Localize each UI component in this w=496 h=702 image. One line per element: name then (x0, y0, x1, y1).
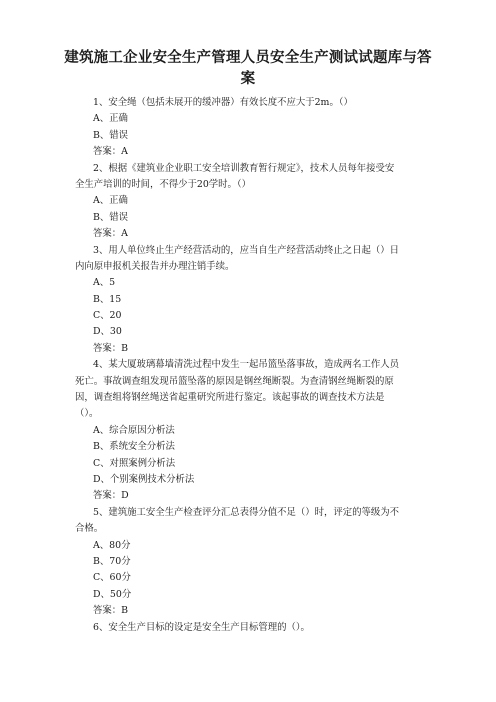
question-2-text-cont: 全生产培训的时间，不得少于20学时。（） (75, 178, 251, 190)
question-3-text-cont: 内向原申报机关报告并办理注销手续。 (75, 260, 235, 272)
question-4-answer: 答案：D (93, 490, 129, 502)
question-6-text: 6、安全生产目标的设定是安全生产目标管理的（）。 (93, 621, 310, 633)
question-5-text: 5、建筑施工安全生产检查评分汇总表得分值不足（）时，评定的等级为不 (93, 506, 399, 518)
question-3-option-b: B、15 (93, 293, 122, 305)
question-2-text: 2、根据《建筑业企业职工安全培训教育暂行规定》，技术人员每年接受安 (93, 162, 395, 174)
question-4-text-cont-3: （）。 (75, 408, 99, 420)
question-1-option-a: A、正确 (93, 113, 128, 125)
question-5-option-d: D、50分 (93, 588, 132, 600)
question-5-option-c: C、60分 (93, 572, 131, 584)
title-line-1: 建筑施工企业安全生产管理人员安全生产测试试题库与答 (64, 50, 432, 66)
document-title (60, 48, 436, 90)
question-1-text: 1、安全绳（包括未展开的缓冲器）有效长度不应大于2m。（） (93, 97, 353, 108)
question-3-option-d: D、30 (93, 326, 122, 338)
question-1-option-b: B、错误 (93, 129, 129, 141)
question-3-answer: 答案：B (93, 342, 129, 354)
question-list (75, 95, 421, 636)
question-4-text-cont-1: 死亡。事故调查组发现吊篮坠落的原因是钢丝绳断裂。为查清钢丝绳断裂的原 (75, 375, 394, 387)
question-4-text: 4、某大厦玻璃幕墙清洗过程中发生一起吊篮坠落事故，造成两名工作人员 (93, 359, 399, 371)
question-5-text-cont: 合格。 (75, 523, 104, 535)
question-3-option-a: A、5 (93, 277, 116, 289)
question-4-text-cont-2: 因，调查组将钢丝绳送省起重研究所进行鉴定。该起事故的调查技术方法是 (75, 392, 385, 404)
question-2-option-a: A、正确 (93, 195, 128, 207)
question-2-answer: 答案：A (93, 228, 128, 240)
question-2-option-b: B、错误 (93, 211, 129, 223)
question-3-option-c: C、20 (93, 310, 122, 322)
question-5-option-b: B、70分 (93, 555, 131, 567)
question-3-text: 3、用人单位终止生产经营活动的，应当自生产经营活动终止之日起（）日 (93, 244, 399, 256)
question-5-option-a: A、80分 (93, 539, 131, 551)
question-5-answer: 答案：B (93, 605, 129, 617)
question-4-option-a: A、综合原因分析法 (93, 424, 175, 436)
question-4-option-b: B、系统安全分析法 (93, 441, 175, 453)
title-line-2: 案 (240, 71, 256, 87)
question-4-option-d: D、个别案例技术分析法 (93, 473, 195, 485)
question-1-answer: 答案：A (93, 146, 128, 158)
question-4-option-c: C、对照案例分析法 (93, 457, 176, 469)
